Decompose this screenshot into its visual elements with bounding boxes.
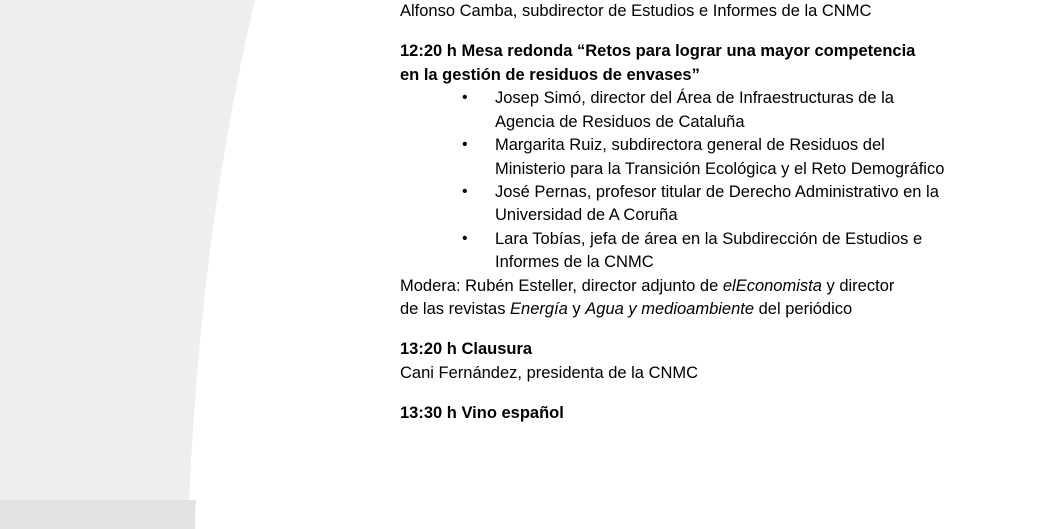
section-mesa-redonda: [400, 40, 970, 321]
section-heading: 13:20 h Clausura: [400, 340, 533, 359]
list-item: [400, 181, 970, 228]
document-body: [400, 0, 970, 529]
moderator-line-2-part-2: y: [567, 300, 586, 319]
moderator-block: [400, 275, 970, 322]
moderator-line-1: [400, 275, 970, 298]
moderator-line-2-part-3: del periódico: [754, 300, 853, 319]
moderator-line-2: [400, 298, 970, 321]
list-item: [400, 87, 970, 134]
list-item-line-2: Universidad de A Coruña: [495, 206, 678, 225]
bullet-icon: •: [462, 89, 468, 107]
moderator-publication-1: elEconomista: [722, 276, 822, 295]
list-item: [400, 134, 970, 181]
list-item-line-1: José Pernas, profesor titular de Derecho Administrativo en la: [495, 182, 939, 201]
spacer: [400, 23, 970, 40]
speaker-list: [400, 87, 970, 274]
section-clausura: [400, 338, 970, 385]
list-item-line-1: Josep Simó, director del Área de Infraestructuras de la: [495, 89, 894, 108]
left-decorative-panel: [0, 0, 300, 529]
bullet-icon: •: [462, 229, 468, 247]
list-item-line-2: Ministerio para la Transición Ecológica y el Reto Demográfico: [495, 159, 945, 178]
top-line: Alfonso Camba, subdirector de Estudios e Informes de la CNMC: [400, 2, 872, 20]
spacer: [400, 321, 970, 338]
list-item: [400, 228, 970, 275]
spacer: [400, 385, 970, 402]
section-heading-line-1: 12:20 h Mesa redonda “Retos para lograr una mayor competencia: [400, 42, 916, 61]
curved-gray-swoosh-icon: [0, 0, 300, 529]
moderator-publication-2: Energía: [510, 300, 568, 319]
list-item-line-2: Agencia de Residuos de Cataluña: [495, 112, 745, 131]
list-item-line-1: Margarita Ruiz, subdirectora general de Residuos del: [495, 136, 885, 155]
section-vino-espanol: [400, 402, 970, 425]
bullet-icon: •: [462, 136, 468, 154]
section-heading: 13:30 h Vino español: [400, 404, 564, 423]
section-heading-line-2: en la gestión de residuos de envases”: [400, 65, 700, 84]
moderator-publication-3: Agua y medioambiente: [585, 300, 755, 319]
list-item-line-2: Informes de la CNMC: [495, 253, 654, 272]
bullet-icon: •: [462, 182, 468, 200]
moderator-line-1-part-2: y director: [821, 276, 895, 295]
moderator-line-2-part-1: de las revistas: [400, 300, 511, 319]
moderator-line-1-part-1: Modera: Rubén Esteller, director adjunto de: [400, 276, 723, 295]
section-body: Cani Fernández, presidenta de la CNMC: [400, 363, 699, 382]
list-item-line-1: Lara Tobías, jefa de área en la Subdirección de Estudios e: [495, 229, 923, 248]
